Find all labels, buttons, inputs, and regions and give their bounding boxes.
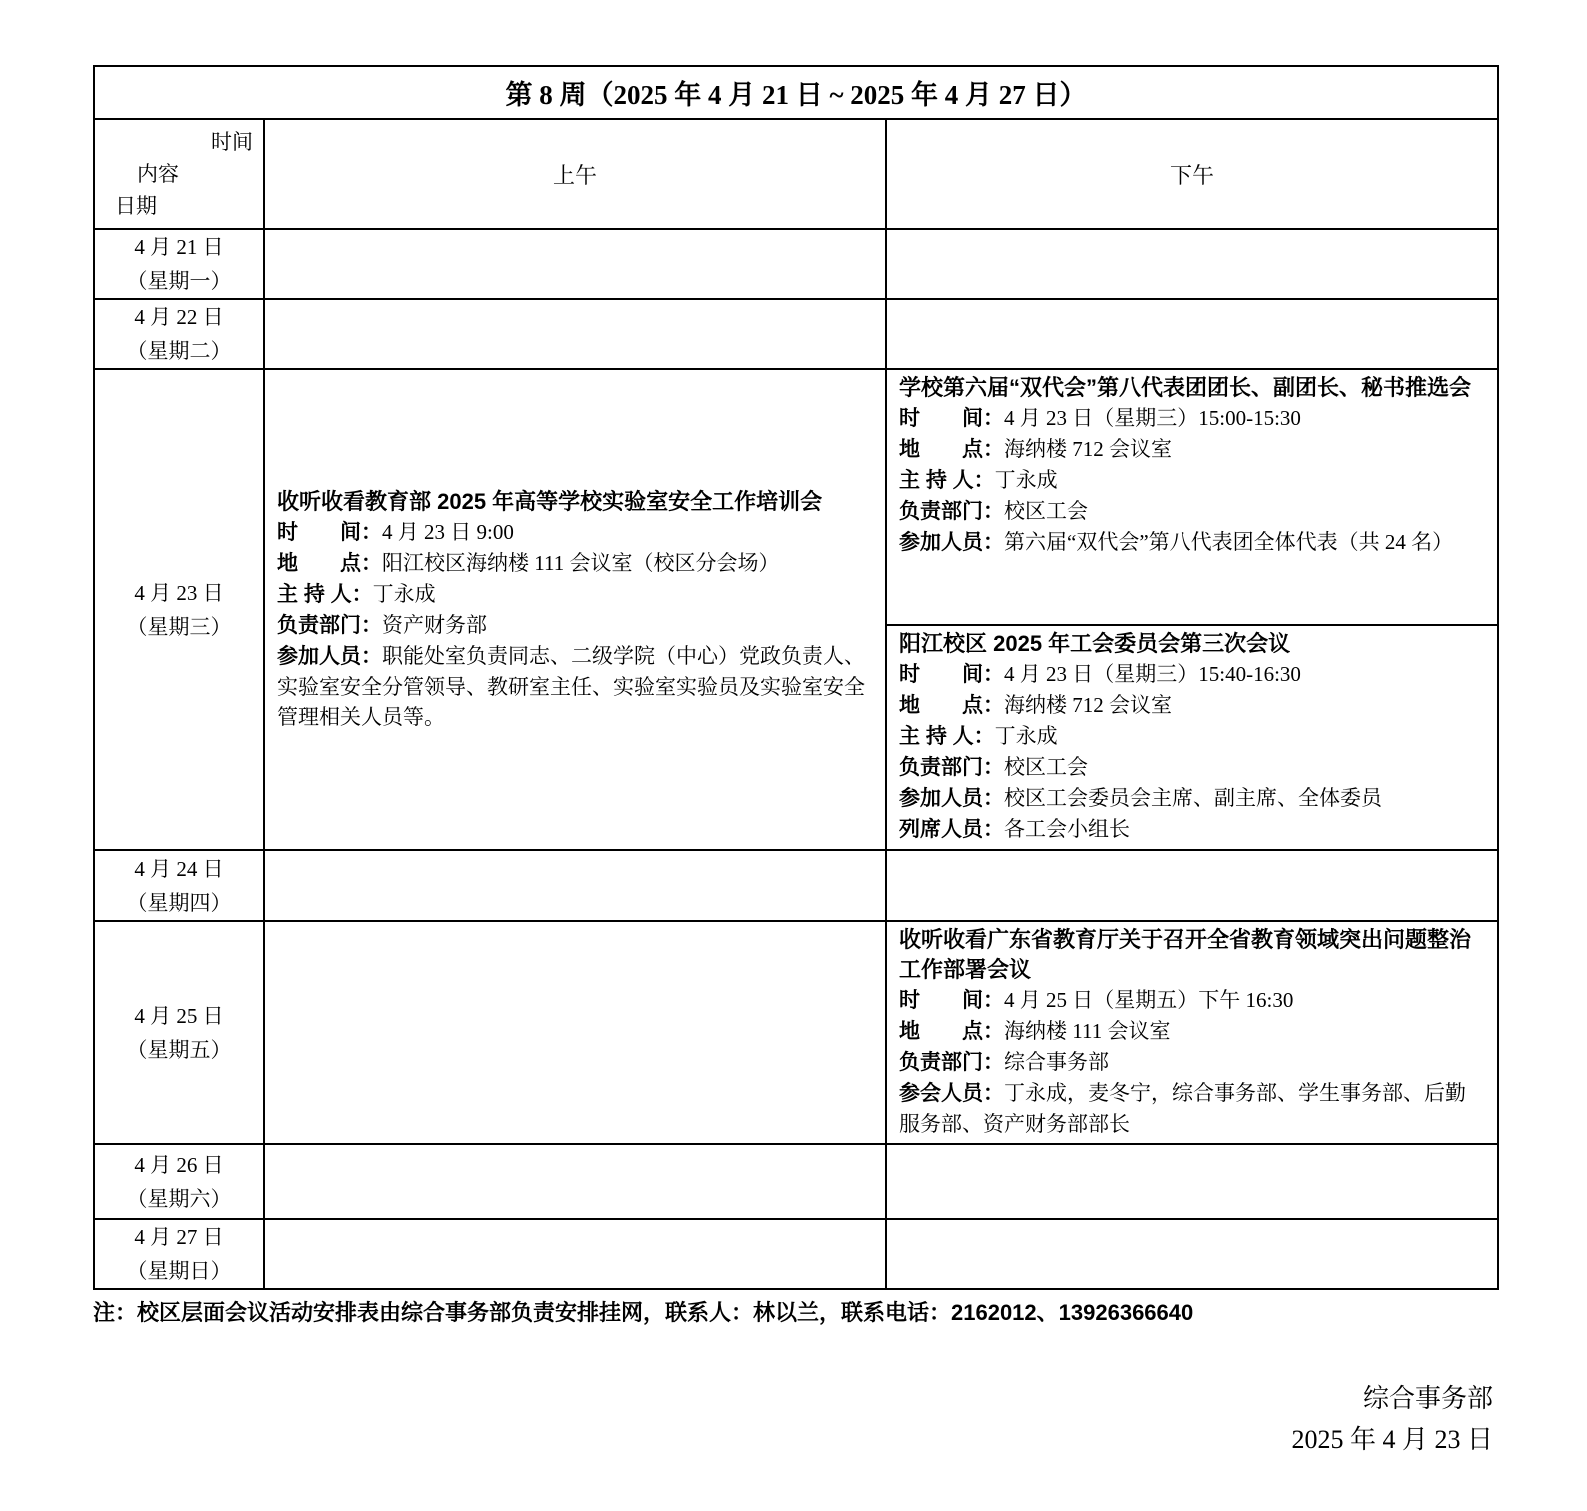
field-label: 时 间： [277,520,382,544]
meeting-cell-apr-23-am [264,369,886,850]
field-value: 阳江校区海纳楼 111 会议室（校区分会场） [382,550,780,575]
field-value: 综合事务部 [1004,1050,1109,1074]
meeting-field [899,434,1485,465]
meeting-field [899,465,1485,496]
day-date: 4 月 23 日 [134,580,224,605]
field-label: 列席人员： [899,818,1004,841]
field-label: 负责部门： [277,613,382,637]
signature-date: 2025 年 4 月 23 日 [1291,1425,1493,1454]
field-value: 丁永成 [994,468,1058,492]
field-label: 地 点： [899,1020,1004,1043]
day-weekday: （星期一） [126,269,232,293]
meeting-field [899,659,1485,690]
field-value: 职能处室负责同志、二级学院（中心）党政负责人、实验室安全分管领导、教研室主任、实验室实验员及实验室安全管理相关人员等。 [277,643,865,729]
field-value: 丁永成 [372,581,436,606]
empty-cell-apr-24-am [264,850,886,921]
field-value: 校区工会委员会主席、副主席、全体委员 [1004,786,1382,810]
field-value: 各工会小组长 [1004,817,1130,841]
column-header-afternoon: 下午 [886,119,1498,229]
field-label: 主 持 人： [277,582,373,606]
day-cell-apr-21 [94,229,264,299]
meeting-title: 学校第六届“双代会”第八代表团团长、副团长、秘书推选会 [899,375,1472,400]
corner-header-cell [94,119,264,229]
field-label: 参加人员： [899,531,1004,554]
meeting-field [899,752,1485,783]
field-value: 海纳楼 111 会议室 [1004,1019,1171,1043]
field-label: 地 点： [277,551,382,575]
day-weekday: （星期日） [126,1259,232,1283]
field-label: 地 点： [899,438,1004,461]
field-value: 4 月 23 日（星期三）15:00-15:30 [1004,406,1301,430]
field-label: 负责部门： [899,1051,1004,1074]
row-apr-27 [94,1219,1498,1289]
meeting-field [277,641,873,732]
day-cell-apr-26 [94,1144,264,1219]
meeting-field [277,579,873,610]
signature-block [1291,1378,1493,1460]
meeting-field [277,517,873,548]
meeting-field [899,496,1485,527]
signature-department: 综合事务部 [1362,1384,1493,1413]
field-value: 海纳楼 712 会议室 [1004,693,1172,717]
empty-cell-apr-21-pm [886,229,1498,299]
day-date: 4 月 21 日 [134,235,224,259]
meeting-title: 收听收看教育部 2025 年高等学校实验室安全工作培训会 [277,488,823,514]
day-cell-apr-27 [94,1219,264,1289]
day-date: 4 月 22 日 [134,305,224,329]
row-apr-24 [94,850,1498,921]
meeting-cell-apr-23-pm [886,369,1498,850]
day-weekday: （星期二） [126,339,232,363]
row-apr-23 [94,369,1498,850]
meeting-field [899,783,1485,814]
meeting-field [899,690,1485,721]
field-value: 资产财务部 [382,612,487,637]
field-label: 主 持 人： [899,725,995,748]
day-weekday: （星期四） [126,890,232,915]
meeting-field [277,548,873,579]
meeting-cell-apr-25-pm [886,921,1498,1144]
day-date: 4 月 25 日 [134,1003,224,1028]
field-label: 参加人员： [899,787,1004,810]
empty-cell-apr-22-pm [886,299,1498,369]
weekly-schedule-table [93,65,1499,1290]
empty-cell-apr-22-am [264,299,886,369]
meeting-field [899,403,1485,434]
field-value: 校区工会 [1004,755,1088,779]
field-value: 4 月 23 日（星期三）15:40-16:30 [1004,662,1301,686]
field-label: 地 点： [899,694,1004,717]
day-cell-apr-25 [94,921,264,1144]
field-value: 4 月 25 日（星期五）下午 16:30 [1004,988,1294,1012]
empty-cell-apr-26-am [264,1144,886,1219]
meeting-field [899,1078,1485,1139]
meeting-title: 阳江校区 2025 年工会委员会第三次会议 [899,631,1291,656]
meeting-block-apr-23-pm-2 [887,626,1497,849]
field-label: 主 持 人： [899,469,995,492]
meeting-title: 收听收看广东省教育厅关于召开全省教育领域突出问题整治工作部署会议 [899,927,1472,982]
field-label: 参加人员： [277,644,382,668]
row-apr-25 [94,921,1498,1144]
day-cell-apr-23 [94,369,264,850]
field-label: 负责部门： [899,756,1004,779]
field-value: 丁永成，麦冬宁，综合事务部、学生事务部、后勤服务部、资产财务部部长 [899,1081,1466,1136]
day-date: 4 月 26 日 [134,1152,224,1177]
corner-label-content: 内容 [137,162,179,186]
header-row [94,119,1498,229]
empty-cell-apr-27-pm [886,1219,1498,1289]
field-value: 丁永成 [994,724,1058,748]
title-row [94,66,1498,119]
field-label: 负责部门： [899,500,1004,523]
day-weekday: （星期三） [126,614,232,639]
column-header-morning: 上午 [264,119,886,229]
field-label: 时 间： [899,989,1004,1012]
day-weekday: （星期六） [126,1186,232,1211]
day-weekday: （星期五） [126,1037,232,1062]
day-date: 4 月 24 日 [134,856,224,881]
empty-cell-apr-27-am [264,1219,886,1289]
day-cell-apr-22 [94,299,264,369]
empty-cell-apr-25-am [264,921,886,1144]
document-title: 第 8 周（2025 年 4 月 21 日 ~ 2025 年 4 月 27 日） [94,66,1498,119]
empty-cell-apr-21-am [264,229,886,299]
field-label: 参会人员： [899,1082,1004,1105]
field-label: 时 间： [899,663,1004,686]
corner-label-time: 时间 [211,130,253,154]
field-value: 海纳楼 712 会议室 [1004,437,1172,461]
field-value: 4 月 23 日 9:00 [382,519,514,544]
row-apr-22 [94,299,1498,369]
footer-note: 注：校区层面会议活动安排表由综合事务部负责安排挂网，联系人：林以兰，联系电话：2162012、13926366640 [93,1300,1194,1325]
row-apr-21 [94,229,1498,299]
meeting-field [277,610,873,641]
field-value: 第六届“双代会”第八代表团全体代表（共 24 名） [1004,530,1454,554]
meeting-block-apr-23-pm-1 [887,370,1497,626]
day-cell-apr-24 [94,850,264,921]
field-value: 校区工会 [1004,499,1088,523]
day-date: 4 月 27 日 [134,1225,224,1249]
meeting-field [899,1016,1485,1047]
empty-cell-apr-24-pm [886,850,1498,921]
field-label: 时 间： [899,407,1004,430]
meeting-field [899,985,1485,1016]
empty-cell-apr-26-pm [886,1144,1498,1219]
meeting-field [899,1047,1485,1078]
meeting-field [899,721,1485,752]
row-apr-26 [94,1144,1498,1219]
meeting-field [899,527,1485,558]
corner-label-date: 日期 [115,194,157,218]
meeting-field [899,814,1485,845]
